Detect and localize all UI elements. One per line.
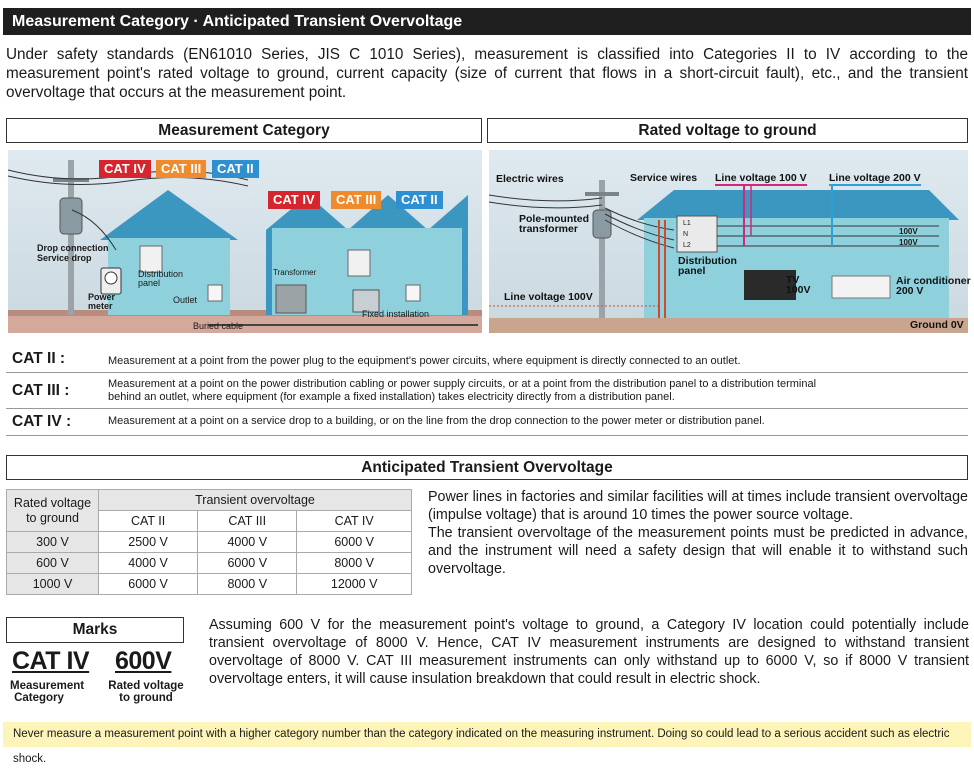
cat-ii-label-factory: CAT II xyxy=(396,191,443,209)
table-cell: 4000 V xyxy=(99,553,198,574)
table-cell: 8000 V xyxy=(198,574,297,595)
power-meter-label-1: Power xyxy=(88,292,116,302)
table-row xyxy=(7,574,412,595)
overvoltage-paragraph-1: Power lines in factories and similar facilities will at times include transient overvoltage (impulse voltage) that is around 10 times the power source voltage. xyxy=(428,489,968,523)
ground-0v-label: Ground 0V xyxy=(910,319,964,331)
cat-iv-desc: Measurement at a point on a service drop to a building, or on the line from the drop connection to the power meter or distribution panel. xyxy=(108,415,765,427)
air-conditioner-label: Air conditioner xyxy=(896,275,971,287)
cat-ii-row xyxy=(6,346,968,373)
cat-iii-label-house: CAT III xyxy=(156,160,206,178)
cat-ii-key: CAT II : xyxy=(12,350,66,367)
distribution-panel-label-2: panel xyxy=(138,278,161,288)
line-voltage-100-label: Line voltage 100 V xyxy=(715,172,807,184)
table-cell: 8000 V xyxy=(297,553,412,574)
l1-label: L1 xyxy=(683,220,691,227)
table-cell: 2500 V xyxy=(99,532,198,553)
electric-wires-label: Electric wires xyxy=(496,173,564,185)
table-row xyxy=(7,553,412,574)
rv-distribution-panel-label-1: Distribution xyxy=(678,255,737,267)
category-illustration xyxy=(8,150,482,333)
cat-iii-key: CAT III : xyxy=(12,382,70,399)
voltage-100v-label-b: 100V xyxy=(899,238,918,247)
service-wires-label: Service wires xyxy=(630,172,698,184)
distribution-panel-label-1: Distribution xyxy=(138,269,184,279)
transformer-label: Transformer xyxy=(273,268,317,277)
overvoltage-header: Anticipated Transient Overvoltage xyxy=(6,455,968,480)
service-drop-label: Service drop xyxy=(37,253,92,263)
cat-ii-label-house: CAT II xyxy=(212,160,259,178)
cat-iv-mark: CAT IV xyxy=(12,647,90,675)
table-cell: 6000 V xyxy=(198,553,297,574)
tv-voltage-label: 100V xyxy=(786,284,811,296)
fixed-installation-label: Fixed installation xyxy=(362,309,430,319)
cat-iv-label-factory: CAT IV xyxy=(268,191,320,209)
buried-cable-label: Buried cable xyxy=(193,321,244,331)
drop-connection-label: Drop connection xyxy=(37,243,109,253)
pole-transformer-label-2: transformer xyxy=(519,223,578,235)
line-voltage-200-label: Line voltage 200 V xyxy=(829,172,921,184)
n-label: N xyxy=(683,231,689,238)
overvoltage-paragraph xyxy=(428,488,968,578)
tv-label: TV xyxy=(786,274,800,286)
marks-explanation: Assuming 600 V for the measurement point's voltage to ground, a Category IV location could potentially include transient overvoltage of 8000 V. Hence, CAT IV measurement instruments are designed to withstand transient overvoltage of 8000 V. CAT III measurement instruments can only withstand up to 6000 V, so if 8000 V transient overvoltage enters, it will cause insulation breakdown that could result in electric shock. xyxy=(209,617,969,687)
table-cell: 12000 V xyxy=(297,574,412,595)
table-cell: 6000 V xyxy=(297,532,412,553)
rated-voltage-header: Rated voltage to ground xyxy=(487,118,968,143)
rated-voltage-caption: Rated voltage to ground xyxy=(108,680,184,704)
voltage-mark: 600V xyxy=(115,647,172,675)
cat-iv-row xyxy=(6,409,968,436)
col-transient-group-header: Transient overvoltage xyxy=(99,490,412,511)
cat-iii-label-factory: CAT III xyxy=(331,191,381,209)
marks-header: Marks xyxy=(6,617,184,643)
voltage-100v-label-a: 100V xyxy=(899,227,918,236)
cat-iii-row xyxy=(6,373,968,409)
col-cat-iv-header: CAT IV xyxy=(297,511,412,532)
outlet-label: Outlet xyxy=(173,295,198,305)
cat-iv-key: CAT IV : xyxy=(12,413,72,430)
table-cell: 4000 V xyxy=(198,532,297,553)
power-meter-label-2: meter xyxy=(88,301,113,311)
col-rated-voltage-header: Rated voltage to ground xyxy=(7,490,99,532)
measurement-category-caption: Measurement Category xyxy=(10,680,85,704)
measurement-category-header: Measurement Category xyxy=(6,118,482,143)
col-cat-iii-header: CAT III xyxy=(198,511,297,532)
intro-paragraph: Under safety standards (EN61010 Series, JIS C 1010 Series), measurement is classified into Categories II to IV according to the measurement point's rated voltage to ground, current capacity (size of current that flows in a short-circuit fault), etc., and the transient overvoltage that occurs at the measurement point. xyxy=(6,46,968,101)
air-conditioner-voltage-label: 200 V xyxy=(896,285,924,297)
rated-voltage-illustration xyxy=(489,150,971,333)
warning-banner: Never measure a measurement point with a higher category number than the category indicated on the measuring instrument. Doing so could lead to a serious accident such as electric shock. xyxy=(3,722,971,747)
table-cell: 600 V xyxy=(7,553,99,574)
rv-distribution-panel-label-2: panel xyxy=(678,265,706,277)
overvoltage-table xyxy=(6,489,412,595)
cat-ii-desc: Measurement at a point from the power plug to the equipment's power circuits, where equipment is directly connected to an outlet. xyxy=(108,355,741,367)
table-cell: 1000 V xyxy=(7,574,99,595)
cat-iii-desc: Measurement at a point on the power distribution cabling or power supply circuits, or at a point from the distribution panel to a distribution terminal behind an outlet, where equipment (for example a fixed installation) takes electricity directly from a distribution panel. xyxy=(108,378,817,403)
table-row xyxy=(7,532,412,553)
cat-iv-label-house: CAT IV xyxy=(99,160,151,178)
line-voltage-100-lower-label: Line voltage 100V xyxy=(504,291,593,303)
l2-label: L2 xyxy=(683,242,691,249)
table-cell: 300 V xyxy=(7,532,99,553)
col-cat-ii-header: CAT II xyxy=(99,511,198,532)
overvoltage-paragraph-2: The transient overvoltage of the measurement points must be predicted in advance, and the instrument will need a safety design that will enable it to withstand such overvoltage. xyxy=(428,525,968,577)
pole-transformer-label-1: Pole-mounted xyxy=(519,213,589,225)
page-title: Measurement Category · Anticipated Transient Overvoltage xyxy=(3,8,971,35)
table-cell: 6000 V xyxy=(99,574,198,595)
